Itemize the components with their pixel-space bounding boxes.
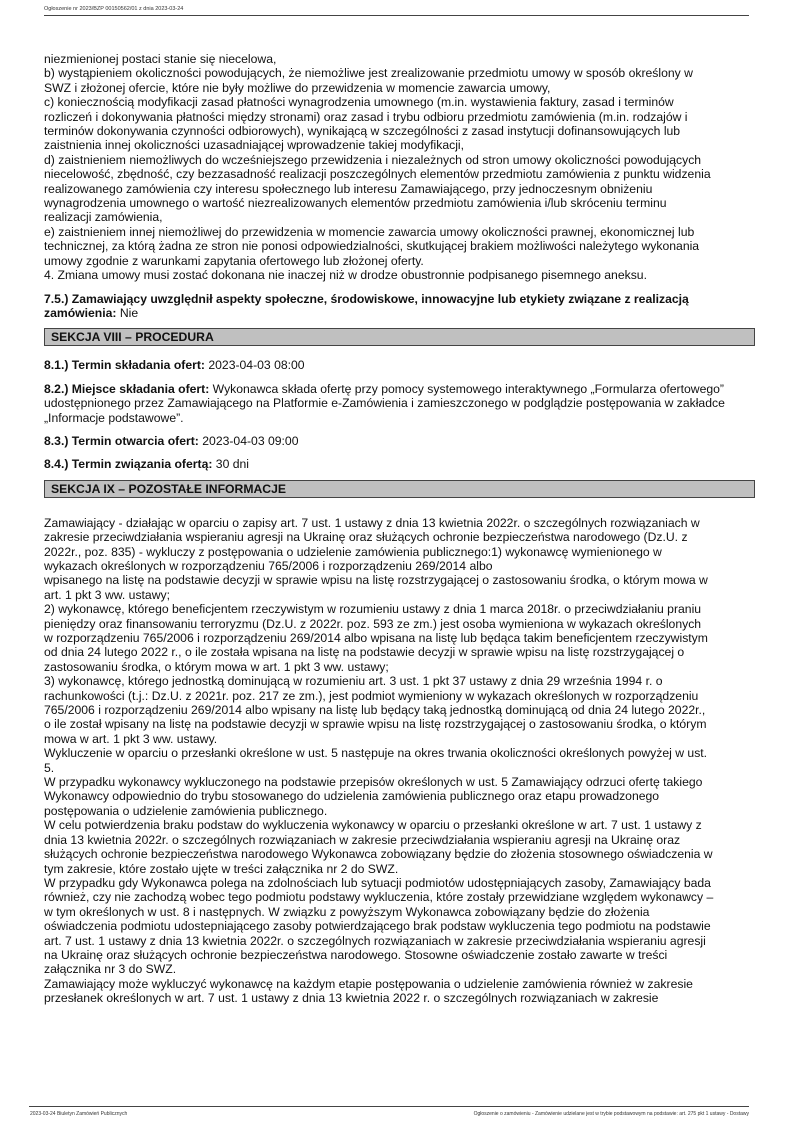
text-line: W celu potwierdzenia braku podstaw do wykluczenia wykonawcy w oparciu o przesłanki określone w art. 7 ust. 1 ustawy z bbox=[44, 818, 702, 833]
text-line: Wykluczenie w oparciu o przesłanki określone w ust. 5 następuje na okres trwania okoliczności określonych powyżej w ust. bbox=[44, 746, 708, 761]
text-line: niezmienionej postaci stanie się niecelowa, bbox=[44, 52, 277, 66]
page-header: Ogłoszenie nr 2023/BZP 00150562/01 z dnia 2023-03-24 bbox=[44, 6, 184, 12]
text-line: zaistnienia innej okoliczności uzasadniającej wprowadzenie takiej modyfikacji, bbox=[44, 138, 465, 153]
item-label: zamówienia: bbox=[44, 305, 117, 320]
header-divider bbox=[44, 15, 749, 16]
text-line: również, czy nie zachodzą wobec tego podmiotu podstawy wykluczenia, które zostały przewidziane względem wykonawcy – bbox=[44, 890, 714, 905]
text-line: 4. Zmiana umowy musi zostać dokonana nie inaczej niż w drodze obustronnie podpisanego pisemnego aneksu. bbox=[44, 268, 647, 283]
text-line: przesłanek określonych w art. 7 ust. 1 ustawy z dnia 13 kwietnia 2022 r. o szczególnych rozwiązaniach w zakresie bbox=[44, 991, 659, 1006]
document-body bbox=[44, 52, 756, 1006]
text-line: art. 1 pkt 3 ww. ustawy; bbox=[44, 587, 170, 602]
item-value: 2023-04-03 09:00 bbox=[198, 433, 299, 448]
item-7-5 bbox=[44, 292, 756, 321]
footer-right: Ogłoszenie o zamówieniu - Zamówienie udzielane jest w trybie podstawowym na podstawie: art. 275 pkt 1 ustawy - Dostawy bbox=[473, 1111, 749, 1117]
text-line: zastosowaniu środka, o którym mowa w art. 1 pkt 3 ww. ustawy; bbox=[44, 659, 389, 674]
text-line: „Informacje podstawowe”. bbox=[44, 410, 184, 425]
text-line: od dnia 24 lutego 2022 r., o ile została wpisana na listę na podstawie decyzji w sprawie wpisu na listę rozstrzygającej o bbox=[44, 645, 685, 660]
footer-left: 2023-03-24 Biuletyn Zamówień Publicznych bbox=[30, 1111, 128, 1117]
text-line: postępowania o udzielenie zamówienia publicznego. bbox=[44, 803, 328, 818]
text-line: na Ukrainę oraz służących ochronie bezpieczeństwa narodowego. Stosowne oświadczenie zostało zawarte w treści bbox=[44, 947, 668, 962]
text-line: b) wystąpieniem okoliczności powodujących, że niemożliwe jest zrealizowanie przedmiotu umowy w sposób określony w bbox=[44, 66, 693, 81]
intro-paragraph bbox=[44, 52, 756, 283]
text-line: technicznej, za którą żadna ze stron nie ponosi odpowiedzialności, skutkującej brakiem możliwości należytego wykonania bbox=[44, 239, 700, 254]
text-line: 2022r., poz. 835) - wykluczy z postępowania o udzielenie zamówienia publicznego:1) wykonawcę wymienionego w bbox=[44, 544, 662, 559]
text-line: zakresie przeciwdziałania wspieraniu agresji na Ukrainę oraz służących ochronie bezpieczeństwa narodowego (Dz.U. z bbox=[44, 530, 688, 545]
item-label: 8.4.) Termin związania ofertą: bbox=[44, 457, 213, 472]
text-line: wynagrodzenia umownego o wartość niezrealizowanych elementów przedmiotu zamówienia i/lub skróceniu terminu bbox=[44, 196, 667, 211]
item-label: 8.2.) Miejsce składania ofert: bbox=[44, 381, 210, 396]
text-line: tym zakresie, które zostało ujęte w treści załącznika nr 2 do SWZ. bbox=[44, 861, 399, 876]
text-line: umowy zgodnie z warunkami zapytania ofertowego lub złożonej oferty. bbox=[44, 253, 424, 268]
text-line: Zamawiający może wykluczyć wykonawcę na każdym etapie postępowania o udzielenie zamówienia również w zakresie bbox=[44, 976, 693, 991]
text-line: dnia 13 kwietnia 2022r. o szczególnych rozwiązaniach w zakresie przeciwdziałania wspieraniu agresji na Ukrainę oraz bbox=[44, 832, 681, 847]
text-line: Wykonawcy odpowiednio do trybu stosowanego do udzielenia zamówienia publicznego oraz etapu prowadzonego bbox=[44, 789, 660, 804]
item-value: 2023-04-03 08:00 bbox=[204, 358, 305, 373]
section-header-other-info: SEKCJA IX – POZOSTAŁE INFORMACJE bbox=[44, 480, 755, 498]
item-value: Wykonawca składa ofertę przy pomocy systemowego interaktywnego „Formularza ofertowego” bbox=[209, 381, 724, 396]
text-line: d) zaistnieniem niemożliwych do wcześniejszego przewidzenia i niezależnych od stron umowy okoliczności powodujących bbox=[44, 152, 702, 167]
text-line: terminów dokonywania czynności odbiorowych), wynikającą w szczególności z zasad instytucji dofinansowujących lub bbox=[44, 124, 681, 139]
text-line: Zamawiający - działając w oparciu o zapisy art. 7 ust. 1 ustawy z dnia 13 kwietnia 2022r. o szczególnych rozwiązaniach w bbox=[44, 515, 700, 530]
text-line: udostępnionego przez Zamawiającego na Platformie e-Zamówienia i zamieszczonego w podglądzie postępowania w zakładce bbox=[44, 396, 725, 411]
text-line: wykazach określonych w rozporządzeniu 765/2006 i rozporządzeniu 269/2014 albo bbox=[44, 558, 493, 573]
item-value: Nie bbox=[116, 305, 139, 320]
text-line: niecelowość, zbędność, czy bezzasadność realizacji poszczególnych elementów przedmiotu zamówienia z punktu widzenia bbox=[44, 167, 711, 182]
text-line: W przypadku gdy Wykonawca polega na zdolnościach lub sytuacji podmiotów udostępniających zasoby, Zamawiający bada bbox=[44, 875, 711, 890]
text-line: rachunkowości (t.j.: Dz.U. z 2021r. poz. 217 ze zm.), jest podmiot wymieniony w wykazach określonych w rozporządzeniu bbox=[44, 688, 699, 703]
item-label: 8.3.) Termin otwarcia ofert: bbox=[44, 433, 199, 448]
text-line: 2) wykonawcę, którego beneficjentem rzeczywistym w rozumieniu ustawy z dnia 1 marca 2018r. o przeciwdziałaniu praniu bbox=[44, 602, 702, 617]
text-line: oświadczenia podmiotu udostepniającego zasoby potwierdzającego brak podstaw wykluczenia tego podmiotu na podstawie bbox=[44, 919, 711, 934]
text-line: 5. bbox=[44, 760, 55, 775]
item-label: 7.5.) Zamawiający uwzględnił aspekty społeczne, środowiskowe, innowacyjne lub etykiety związane z realizacją bbox=[44, 291, 689, 306]
text-line: w rozporządzeniu 765/2006 i rozporządzeniu 269/2014 albo wpisana na listę lub będąca takim beneficjentem rzeczywistym bbox=[44, 631, 708, 645]
footer-divider bbox=[29, 1106, 749, 1107]
item-8-3 bbox=[44, 434, 756, 448]
text-line: wpisanego na listę na podstawie decyzji w sprawie wpisu na listę rozstrzygającej o zastosowaniu środka, o którym mowa w bbox=[44, 573, 708, 588]
text-line: W przypadku wykonawcy wykluczonego na podstawie przepisów określonych w ust. 5 Zamawiający odrzuci ofertę takiego bbox=[44, 775, 703, 790]
text-line: 3) wykonawcę, którego jednostką dominującą w rozumieniu art. 3 ust. 1 pkt 37 ustawy z dnia 29 września 1994 r. o bbox=[44, 674, 663, 689]
item-label: 8.1.) Termin składania ofert: bbox=[44, 358, 205, 373]
text-line: c) koniecznością modyfikacji zasad płatności wynagrodzenia umownego (m.in. wystawienia faktury, zasad i terminów bbox=[44, 95, 674, 110]
text-line: w tym określonych w ust. 8 i następnych. W związku z powyższym Wykonawca zobowiązany będzie do złożenia bbox=[44, 904, 650, 919]
item-value: 30 dni bbox=[212, 457, 250, 472]
text-line: e) zaistnieniem innej niemożliwej do przewidzenia w momencie zawarcia umowy okoliczności prawnej, ekonomicznej lub bbox=[44, 224, 695, 239]
text-line: mowa w art. 1 pkt 3 ww. ustawy. bbox=[44, 731, 218, 746]
other-info-paragraph bbox=[44, 516, 756, 1006]
item-8-2 bbox=[44, 382, 756, 425]
text-line: realizacji zamówienia, bbox=[44, 210, 163, 225]
text-line: 765/2006 i rozporządzeniu 269/2014 albo wpisany na listę lub będący taką jednostką dominującą od dnia 24 lutego 2022r., bbox=[44, 703, 706, 718]
text-line: realizowanego zamówienia czy interesu społecznego lub interesu Zamawiającego, przy jednoczesnym obniżeniu bbox=[44, 181, 653, 196]
text-line: rozliczeń i dokonywania płatności między stronami) oraz zasad i trybu odbioru przedmiotu zamówienia (m.in. rodzajów i bbox=[44, 109, 688, 124]
item-8-1 bbox=[44, 358, 756, 372]
text-line: pieniędzy oraz finansowaniu terroryzmu (Dz.U. z 2022r. poz. 593 ze zm.) jest osoba wymieniona w wykazach określonych bbox=[44, 616, 702, 631]
text-line: o ile został wpisany na listę na podstawie decyzji w sprawie wpisu na listę rozstrzygającej o zastosowaniu środka, o którym bbox=[44, 717, 707, 732]
item-8-4 bbox=[44, 457, 756, 471]
text-line: SWZ i złożonej ofercie, które nie były możliwe do przewidzenia w momencie zawarcia umowy, bbox=[44, 80, 551, 95]
text-line: służących ochronie bezpieczeństwa narodowego Wykonawca zobowiązany będzie do złożenia stosownego oświadczenia w bbox=[44, 847, 713, 862]
text-line: załącznika nr 3 do SWZ. bbox=[44, 962, 177, 977]
text-line: art. 7 ust. 1 ustawy z dnia 13 kwietnia 2022r. o szczególnych rozwiązaniach w zakresie przeciwdziałania wspieraniu agresji bbox=[44, 933, 706, 948]
section-header-procedure: SEKCJA VIII – PROCEDURA bbox=[44, 328, 755, 346]
